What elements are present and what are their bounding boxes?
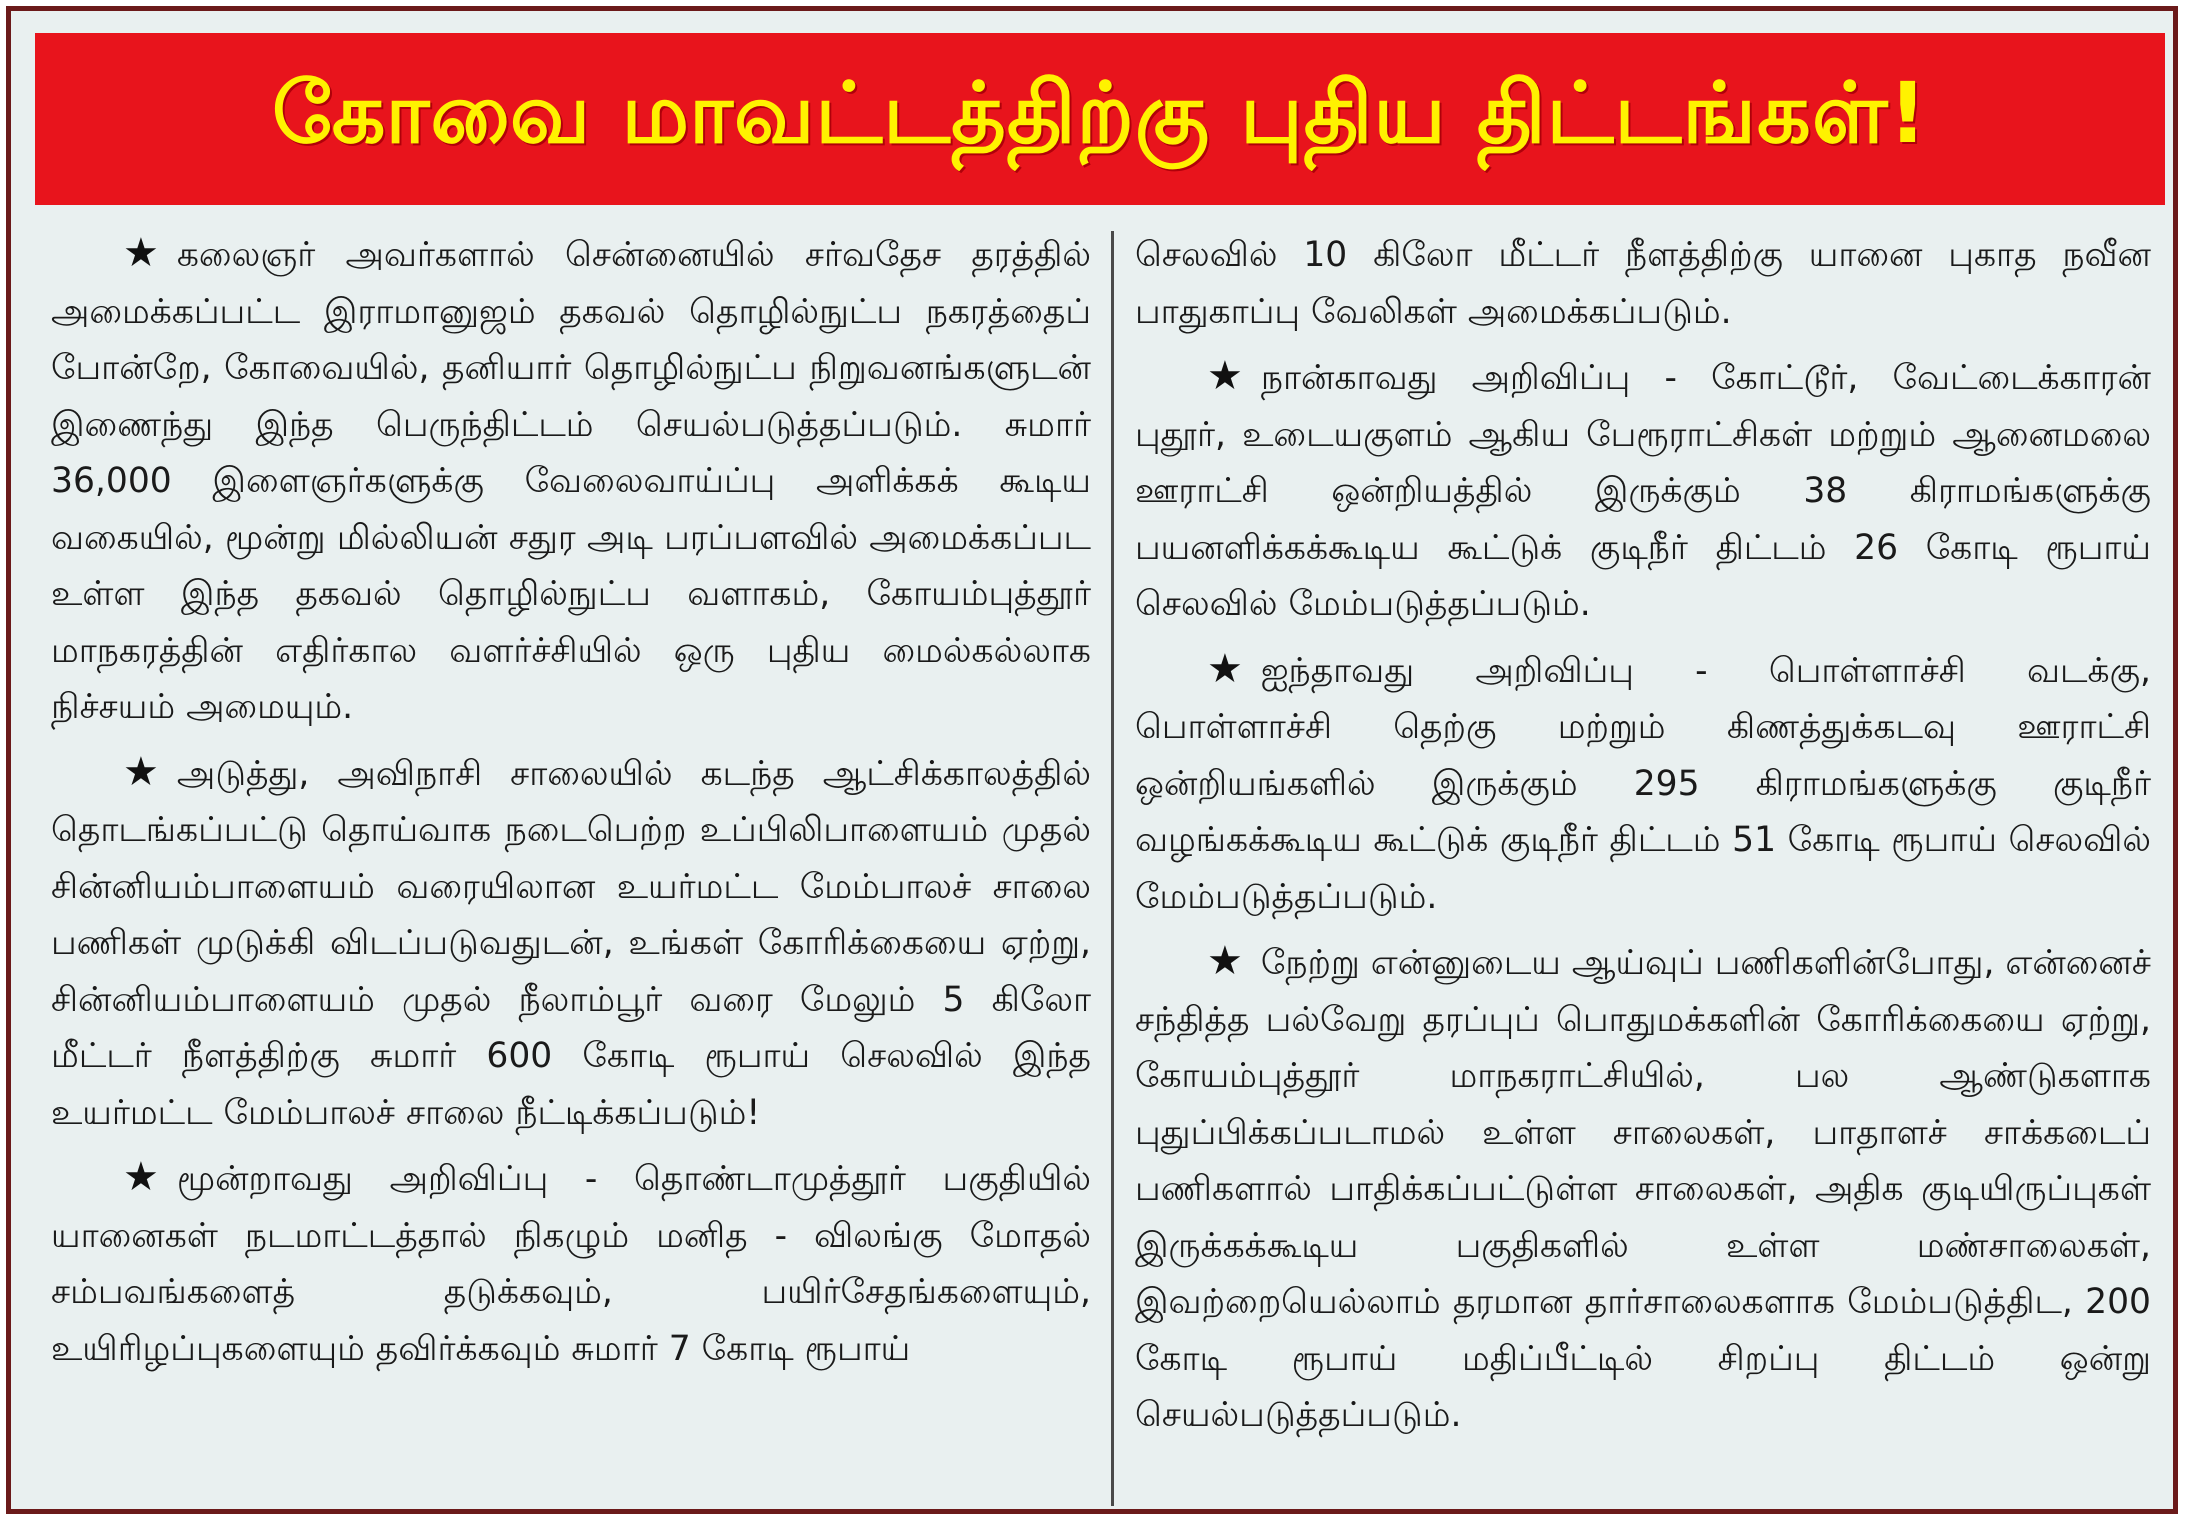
announcement-2-text: அடுத்து, அவிநாசி சாலையில் கடந்த ஆட்சிக்காலத்தில் தொடங்கப்பட்டு தொய்வாக நடைபெற்ற உப்பிலிபாளையம் முதல் சின்னியம்பாளையம் வரையிலான உயர்மட்ட மேம்பாலச் சாலை பணிகள் முடுக்கி விடப்படுவதுடன், உங்கள் கோரிக்கையை ஏற்று, சின்னியம்பாளையம் முதல் நீலாம்பூர் வரை மேலும் 5 கிலோ மீட்டர் நீளத்திற்கு சுமார் 600 கோடி ரூபாய் செலவில் இந்த உயர்மட்ட மேம்பாலச் சாலை நீட்டிக்கப்படும்!	[51, 753, 1091, 1133]
announcement-3	[51, 1151, 1091, 1377]
headline-banner	[35, 33, 2165, 205]
announcement-3-continued: செலவில் 10 கிலோ மீட்டர் நீளத்திற்கு யானை புகாத நவீன பாதுகாப்பு வேலிகள் அமைக்கப்படும்.	[1135, 235, 2151, 332]
star-icon: ★	[123, 230, 159, 276]
star-icon: ★	[1207, 938, 1243, 984]
announcement-2	[51, 746, 1091, 1142]
left-column	[35, 227, 1113, 1517]
star-icon: ★	[123, 1154, 159, 1200]
star-icon: ★	[1207, 353, 1243, 399]
star-icon: ★	[1207, 645, 1243, 692]
article-body	[35, 227, 2165, 1517]
announcement-1-text: கலைஞர் அவர்களால் சென்னையில் சர்வதேச தரத்தில் அமைக்கப்பட்ட இராமானுஜம் தகவல் தொழில்நுட்ப நகரத்தைப் போன்றே, கோவையில், தனியார் தொழில்நுட்ப நிறுவனங்களுடன் இணைந்து இந்த பெருந்திட்டம் செயல்படுத்தப்படும். சுமார் 36,000 இளைஞர்களுக்கு வேலைவாய்ப்பு அளிக்கக் கூடிய வகையில், மூன்று மில்லியன் சதுர அடி பரப்பளவில் அமைக்கப்பட உள்ள இந்த தகவல் தொழில்நுட்ப வளாகம், கோயம்புத்தூர் மாநகரத்தின் எதிர்கால வளர்ச்சியில் ஒரு புதிய மைல்கல்லாக நிச்சயம் அமையும்.	[51, 235, 1091, 727]
announcement-4	[1135, 350, 2151, 633]
announcement-5	[1135, 643, 2151, 926]
announcement-6	[1135, 935, 2151, 1444]
announcement-3-text: மூன்றாவது அறிவிப்பு - தொண்டாமுத்தூர் பகுதியில் யானைகள் நடமாட்டத்தால் நிகழும் மனித - விலங்கு மோதல் சம்பவங்களைத் தடுக்கவும், பயிர்சேதங்களையும், உயிரிழப்புகளையும் தவிர்க்கவும் சுமார் 7 கோடி ரூபாய்	[51, 1159, 1091, 1369]
star-icon: ★	[123, 748, 159, 795]
announcement-4-text: நான்காவது அறிவிப்பு - கோட்டூர், வேட்டைக்காரன் புதூர், உடையகுளம் ஆகிய பேரூராட்சிகள் மற்றும் ஆனைமலை ஊராட்சி ஒன்றியத்தில் இருக்கும் 38 கிராமங்களுக்கு பயனளிக்கக்கூடிய கூட்டுக் குடிநீர் திட்டம் 26 கோடி ரூபாய் செலவில் மேம்படுத்தப்படும்.	[1135, 358, 2151, 624]
announcement-5-text: ஐந்தாவது அறிவிப்பு - பொள்ளாச்சி வடக்கு, பொள்ளாச்சி தெற்கு மற்றும் கிணத்துக்கடவு ஊராட்சி ஒன்றியங்களில் இருக்கும் 295 கிராமங்களுக்கு குடிநீர் வழங்கக்கூடிய கூட்டுக் குடிநீர் திட்டம் 51 கோடி ரூபாய் செலவில் மேம்படுத்தப்படும்.	[1135, 650, 2151, 917]
notice-frame	[6, 6, 2178, 1514]
announcement-6-text: நேற்று என்னுடைய ஆய்வுப் பணிகளின்போது, என்னைச் சந்தித்த பல்வேறு தரப்புப் பொதுமக்களின் கோரிக்கையை ஏற்று, கோயம்புத்தூர் மாநகராட்சியில், பல ஆண்டுகளாக புதுப்பிக்கப்படாமல் உள்ள சாலைகள், பாதாளச் சாக்கடைப் பணிகளால் பாதிக்கப்பட்டுள்ள சாலைகள், அதிக குடியிருப்புகள் இருக்கக்கூடிய பகுதிகளில் உள்ள மண்சாலைகள், இவற்றையெல்லாம் தரமான தார்சாலைகளாக மேம்படுத்திட, 200 கோடி ரூபாய் மதிப்பீட்டில் சிறப்பு திட்டம் ஒன்று செயல்படுத்தப்படும்.	[1135, 943, 2151, 1435]
announcement-1	[51, 227, 1091, 736]
right-column	[1113, 227, 2165, 1517]
headline: கோவை மாவட்டத்திற்கு புதிய திட்டங்கள்!	[272, 64, 1928, 162]
